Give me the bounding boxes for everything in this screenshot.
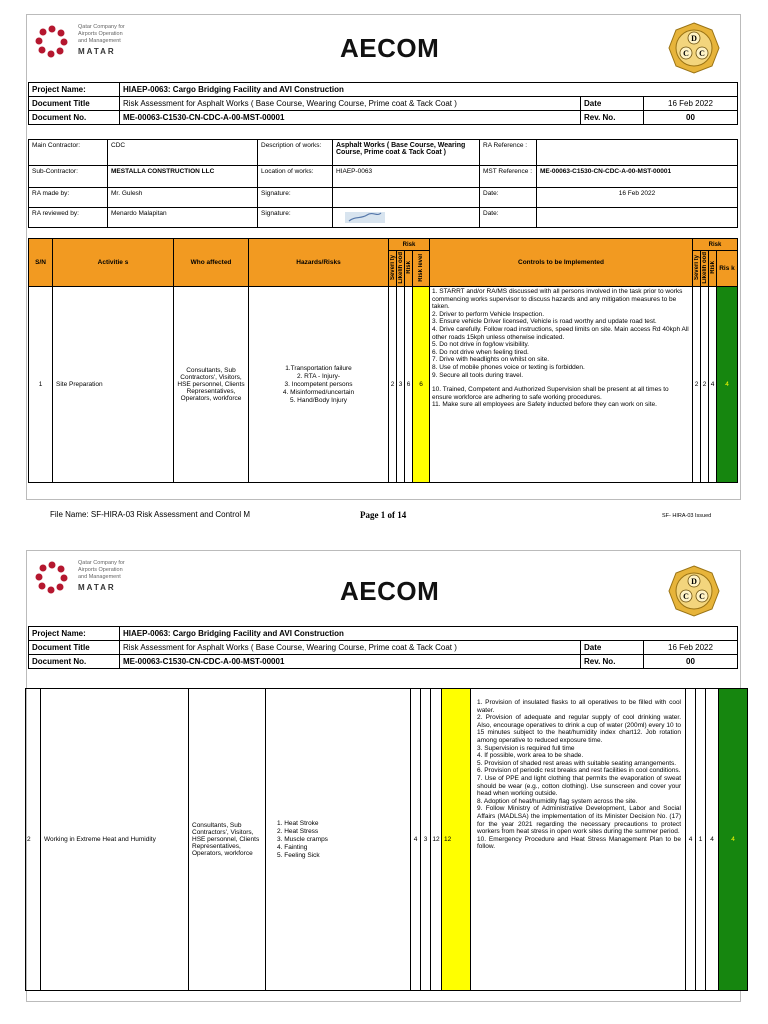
th-likelihood: Likelih ood	[397, 251, 404, 284]
matar-line-2: Airports Operation	[78, 567, 123, 573]
row-2-severity-2: 4	[686, 689, 696, 991]
dcc-seal-icon	[668, 565, 720, 617]
row-1-hazard-4: 4. Misinformed/uncertain	[282, 388, 355, 396]
signature-1-value	[333, 188, 480, 208]
sub-contractor-value: MESTALLA CONSTRUCTION LLC	[108, 166, 258, 188]
th-sn: S/N	[29, 239, 53, 287]
th-severity: Severi ty	[389, 254, 396, 281]
rev-label: Rev. No.	[581, 111, 644, 125]
risk-row-2	[26, 689, 748, 991]
row-2-hazards	[266, 689, 411, 991]
row-2-severity: 4	[411, 689, 421, 991]
aecom-logo-page-2: AECOM	[340, 576, 440, 606]
row-2-control-8: 8. Adoption of heat/humidity flag system across the site.	[477, 797, 638, 805]
row-2-control-2: 2. Provision of adequate and regular supply of cool drinking water. Also, encourage operatives to drink a cup of water (200ml) every 10 to 15 minutes subject to the heat/humidity index chart12. Job rotation among operative to reduced exposure time.	[477, 714, 681, 744]
risk-table-page-2	[25, 688, 748, 991]
row-2-activity: Working in Extreme Heat and Humidity	[41, 689, 189, 991]
row-2-control-6: 6. Provision of periodic rest breaks and rest facilities in cool conditions.	[477, 767, 681, 775]
row-2-control-4: 4. If possible, work area to be shade.	[477, 752, 584, 760]
row-2-hazard-4: 4. Fainting	[277, 843, 308, 851]
document-header-table	[28, 82, 738, 125]
main-contractor-value: CDC	[108, 140, 258, 166]
footer-file-name: File Name: SF-HIRA-03 Risk Assessment and Control M	[50, 510, 251, 519]
main-contractor-label: Main Contractor:	[29, 140, 108, 166]
row-1-control-7: 7. Drive with headlights on whilst on site.	[432, 356, 550, 364]
doc-no-value: ME-00063-C1530-CN-CDC-A-00-MST-00001	[120, 655, 581, 669]
matar-word: MATAR	[78, 583, 116, 592]
signature-1-label: Signature:	[258, 188, 333, 208]
row-2-likelihood: 3	[421, 689, 431, 991]
sub-contractor-label: Sub-Contractor:	[29, 166, 108, 188]
seal-letter-c2: C	[699, 592, 705, 601]
row-1-controls	[430, 287, 693, 483]
row-2-control-5: 5. Provision of shaded rest areas with suitable seating arrangements.	[477, 759, 677, 767]
doc-no-label: Document No.	[29, 111, 120, 125]
doc-no-label: Document No.	[29, 655, 120, 669]
row-1-risk: 6	[405, 287, 413, 483]
row-1-control-8: 8. Use of mobile phones voice or texting is forbidden.	[432, 363, 585, 371]
row-1-hazards	[249, 287, 389, 483]
doc-title-label: Document Title	[29, 97, 120, 111]
ra-ref-label: RA Reference :	[480, 140, 537, 166]
mst-label: MST Reference :	[480, 166, 537, 188]
project-label: Project Name:	[29, 627, 120, 641]
matar-line-1: Qatar Company for	[78, 560, 125, 566]
th-risk-group: Risk	[389, 239, 430, 251]
row-1-hazard-2: 2. RTA - Injury-	[296, 372, 341, 380]
row-1-hazard-5: 5. Hand/Body Injury	[289, 396, 348, 404]
matar-emblem-icon	[35, 24, 69, 58]
row-2-control-10: 10. Emergency Procedure and Heat Stress Management Plan to be follow.	[477, 835, 681, 851]
row-2-hazard-2: 2. Heat Stress	[277, 827, 319, 835]
seal-letter-d: D	[691, 577, 697, 586]
reviewed-by-value: Menardo Malapitan	[108, 208, 258, 228]
risk-row-1	[29, 287, 738, 483]
row-1-control-5: 5. Do not drive in fog/low visibility.	[432, 341, 530, 349]
row-1-control-11: 11. Make sure all employees are Safety inducted before they can work on site.	[432, 401, 657, 409]
seal-letter-c2: C	[699, 49, 705, 58]
signature-2-value	[333, 208, 480, 228]
row-1-severity: 2	[389, 287, 397, 483]
th-severity-2: Severi ty	[693, 254, 700, 281]
th-risk-group-2: Risk	[693, 239, 738, 251]
th-risk-level-2: Ris k	[717, 251, 738, 287]
reviewed-by-label: RA reviewed by:	[29, 208, 108, 228]
th-risk: Risk	[405, 261, 412, 274]
seal-letter-c1: C	[683, 592, 689, 601]
footer-issued: SF- HIRA-03 Issued	[662, 513, 712, 519]
risk-table-page-1	[28, 238, 738, 483]
row-2-risk-2: 4	[706, 689, 719, 991]
row-2-control-3: 3. Supervision is required full time	[477, 744, 575, 752]
project-value: HIAEP-0063: Cargo Bridging Facility and AVI Construction	[120, 83, 738, 97]
date-2-value	[537, 208, 738, 228]
row-2-likelihood-2: 1	[696, 689, 706, 991]
row-1-control-6: 6. Do not drive when feeling tired.	[432, 348, 529, 356]
row-1-risk-2: 4	[709, 287, 717, 483]
date-value: 16 Feb 2022	[644, 97, 738, 111]
date-value: 16 Feb 2022	[644, 641, 738, 655]
matar-word: MATAR	[78, 47, 116, 56]
footer-page-number: Page 1 of 14	[360, 510, 407, 520]
row-2-hazard-1: 1. Heat Stroke	[277, 819, 319, 827]
th-activities: Activitie s	[53, 239, 174, 287]
matar-line-2: Airports Operation	[78, 31, 123, 37]
doc-title-value: Risk Assessment for Asphalt Works ( Base Course, Wearing Course, Prime coat & Tack Coat )	[120, 97, 581, 111]
th-likelihood-2: Likelih ood	[701, 251, 708, 284]
row-2-risk-level: 12	[442, 689, 471, 991]
row-1-hazard-1: 1.Transportation failure	[285, 364, 352, 372]
th-who-affected: Who affected	[174, 239, 249, 287]
rev-value: 00	[644, 655, 738, 669]
signature-scribble-icon	[345, 210, 385, 224]
doc-title-label: Document Title	[29, 641, 120, 655]
row-1-control-1: 1. STARRT and/or RA/MS discussed with all persons involved in the task prior to works commencing works supervisor to discuss hazards and any mitigation measures to be taken.	[432, 288, 683, 311]
ra-info-table	[28, 139, 738, 228]
matar-logo-page-2	[35, 558, 155, 600]
row-1-hazard-3: 3. Incompetent persons	[284, 380, 353, 388]
mst-value: ME-00063-C1530-CN-CDC-A-00-MST-00001	[537, 166, 738, 188]
row-2-control-9: 9. Follow Ministry of Administrative Development, Labor and Social Affairs (MADLSA) the implementation of its Minister Decision No. (17) for the year 2021 regarding the necessary precautions to protect workers from heat stress in open work sites during the summer period.	[477, 805, 681, 836]
matar-logo	[35, 22, 155, 64]
made-by-value: Mr. Gulesh	[108, 188, 258, 208]
aecom-logo: AECOM	[340, 33, 440, 63]
document-header-table-page-2	[28, 626, 738, 669]
doc-no-value: ME-00063-C1530-CN-CDC-A-00-MST-00001	[120, 111, 581, 125]
row-1-likelihood-2: 2	[701, 287, 709, 483]
dcc-seal-icon	[668, 22, 720, 74]
matar-line-3: and Management	[78, 574, 121, 580]
seal-letter-c1: C	[683, 49, 689, 58]
location-label: Location of works:	[258, 166, 333, 188]
row-1-control-10: 10. Trained, Competent and Authorized Supervision shall be present at all times to ensure workforce are adhering to safe working procedures.	[432, 386, 669, 401]
row-1-who: Consultants, Sub Contractors', Visitors, HSE personnel, Clients Representatives, Operators, workforce	[174, 287, 249, 483]
date-1-label: Date:	[480, 188, 537, 208]
date-label: Date	[581, 641, 644, 655]
row-2-who: Consultants, Sub Contractors', Visitors, HSE personnel, Clients Representatives, Operators, workforce	[189, 689, 266, 991]
location-value: HIAEP-0063	[333, 166, 480, 188]
row-2-risk: 12	[431, 689, 442, 991]
row-1-control-9: 9. Secure all tools during travel.	[432, 371, 524, 379]
signature-2-label: Signature:	[258, 208, 333, 228]
row-1-control-3: 3. Ensure vehicle Driver licensed, Vehicle is road worthy and update road test.	[432, 318, 657, 326]
row-2-hazard-5: 5. Feeling Sick	[277, 851, 320, 859]
matar-emblem-icon	[35, 560, 69, 594]
th-controls: Controls to be Implemented	[430, 239, 693, 287]
row-2-risk-level-2: 4	[719, 689, 748, 991]
row-1-control-spacer	[432, 379, 690, 386]
row-1-control-4: 4. Drive carefully. Follow road instructions, speed limits on site. Main access Rd 40kph All other roads 15kph unless otherwise indicated.	[432, 325, 689, 341]
date-1-value: 16 Feb 2022	[537, 188, 738, 208]
date-label: Date	[581, 97, 644, 111]
row-1-control-2: 2. Driver to perform Vehicle Inspection.	[432, 310, 544, 318]
row-1-activity: Site Preparation	[53, 287, 174, 483]
th-hazards: Hazards/Risks	[249, 239, 389, 287]
desc-value: Asphalt Works ( Base Course, Wearing Course, Prime coat & Tack Coat )	[333, 140, 480, 166]
row-2-control-7: 7. Use of PPE and light clothing that permits the evaporation of sweat should be wear (e.g., cotton clothing). Use sunscreen and cover your head when working outside.	[477, 774, 681, 798]
row-1-severity-2: 2	[693, 287, 701, 483]
row-2-control-1: 1. Provision of insulated flasks to all operatives to be filled with cool water.	[477, 699, 681, 714]
row-2-hazard-3: 3. Muscle cramps	[277, 835, 328, 843]
th-risk-level: Risk level	[418, 253, 424, 282]
rev-label: Rev. No.	[581, 655, 644, 669]
project-value: HIAEP-0063: Cargo Bridging Facility and AVI Construction	[120, 627, 738, 641]
made-by-label: RA made by:	[29, 188, 108, 208]
doc-title-value: Risk Assessment for Asphalt Works ( Base Course, Wearing Course, Prime coat & Tack Coat )	[120, 641, 581, 655]
row-2-sn: 2	[26, 689, 41, 991]
seal-letter-d: D	[691, 34, 697, 43]
row-1-risk-level: 6	[413, 287, 430, 483]
row-1-risk-level-2: 4	[717, 287, 738, 483]
rev-value: 00	[644, 111, 738, 125]
row-1-sn: 1	[29, 287, 53, 483]
project-label: Project Name:	[29, 83, 120, 97]
date-2-label: Date:	[480, 208, 537, 228]
matar-line-1: Qatar Company for	[78, 24, 125, 30]
row-2-controls	[471, 689, 686, 991]
matar-line-3: and Management	[78, 38, 121, 44]
row-1-likelihood: 3	[397, 287, 405, 483]
ra-ref-value	[537, 140, 738, 166]
th-risk-2: Risk	[709, 261, 716, 274]
desc-label: Description of works:	[258, 140, 333, 166]
